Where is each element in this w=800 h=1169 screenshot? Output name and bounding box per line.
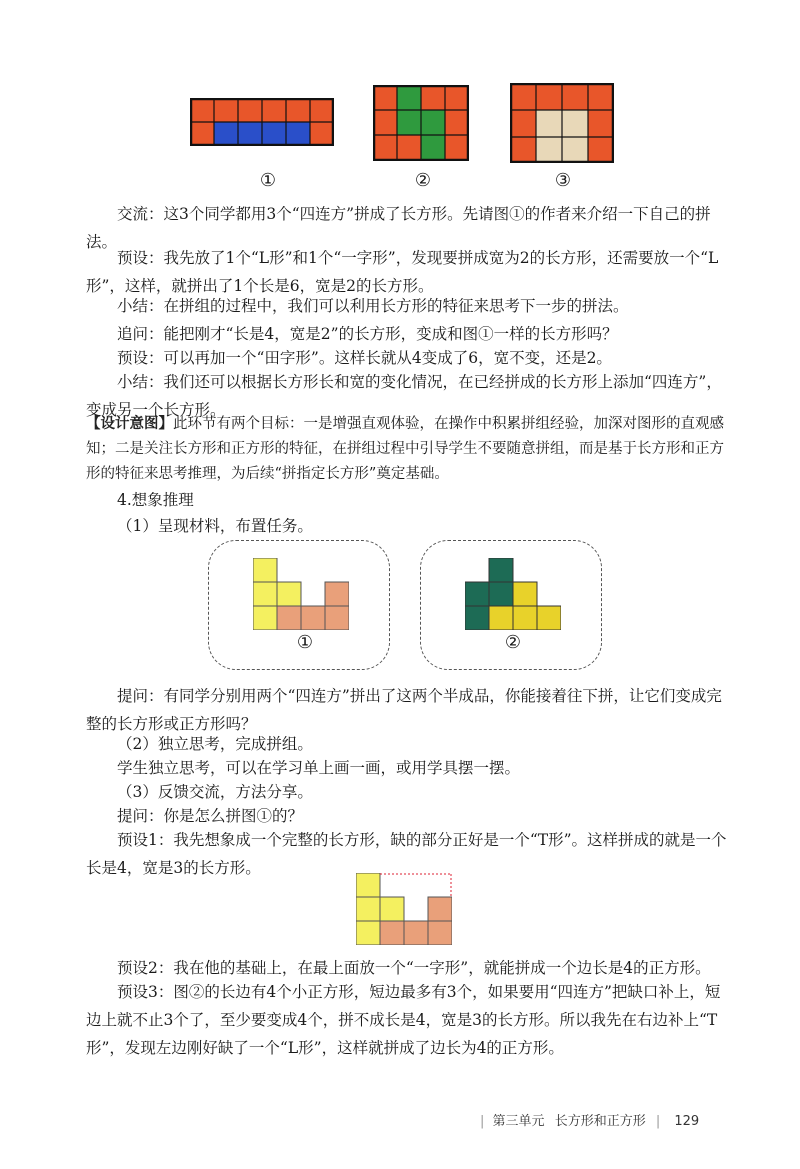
paragraph-preset-1: 预设：我先放了1个“L形”和1个“一字形”，发现要拼成宽为2的长方形，还需要放一个“L形”，这样，就拼出了1个长是6，宽是2的长方形。 — [86, 249, 719, 295]
paragraph-independent: 学生独立思考，可以在学习单上画一画，或用学具摆一摆。 — [117, 759, 521, 777]
figure-1-rectangle-6x2 — [190, 98, 334, 146]
half-shape-2-label: ② — [504, 632, 522, 653]
section-heading: 4.想象推理 — [117, 491, 194, 509]
figure-1-label: ① — [259, 170, 277, 191]
paragraph-preset-b: 预设2：我在他的基础上，在最上面放一个“一字形”，就能拼成一个边长是4的正方形。 — [117, 959, 711, 977]
footer-divider-left: | — [480, 1114, 485, 1129]
step-3: （3）反馈交流，方法分享。 — [117, 783, 313, 801]
paragraph-preset-c: 预设3：图②的长边有4个小正方形，短边最多有3个，如果要用“四连方”把缺口补上，短边上就不止3个了，至少要变成4个，拼不成长是4，宽是3的长方形。所以我先在右边补上“T形”，发现左边刚好缺了一个“L形”，这样就拼成了边长为4的正方形。 — [86, 983, 721, 1057]
design-intent-tag: 【设计意图】 — [86, 416, 173, 432]
paragraph-summary-2: 小结：我们还可以根据长方形长和宽的变化情况，在已经拼成的长方形上添加“四连方”，变成另一个长方形。 — [86, 373, 722, 419]
page-number: 129 — [674, 1114, 700, 1129]
solution-figure-t-shape — [356, 873, 452, 945]
half-shape-2 — [465, 558, 561, 630]
figure-2-label: ② — [414, 170, 432, 191]
figure-2-rectangle-4x3 — [373, 85, 469, 161]
paragraph-how-figure-1: 提问：你是怎么拼图①的？ — [117, 807, 304, 825]
paragraph-preset-2: 预设：可以再加一个“田字形”。这样长就从4变成了6，宽不变，还是2。 — [117, 349, 612, 367]
paragraph-exchange: 交流：这3个同学都用3个“四连方”拼成了长方形。先请图①的作者来介绍一下自己的拼法。 — [86, 205, 711, 251]
footer-unit: 第三单元 — [492, 1114, 545, 1129]
design-intent-note — [86, 412, 730, 487]
step-2: （2）独立思考，完成拼组。 — [117, 735, 313, 753]
half-shape-1-label: ① — [296, 632, 314, 653]
paragraph-follow-up: 追问：能把刚才“长是4，宽是2”的长方形，变成和图①一样的长方形吗？ — [117, 325, 618, 343]
footer-divider-right: | — [655, 1114, 661, 1129]
paragraph-question: 提问：有同学分别用两个“四连方”拼出了这两个半成品，你能接着往下拼，让它们变成完整的长方形或正方形吗？ — [86, 687, 722, 733]
page-footer — [480, 1110, 740, 1129]
half-shape-1 — [253, 558, 349, 630]
step-1: （1）呈现材料，布置任务。 — [117, 517, 313, 535]
design-intent-text: 此环节有两个目标：一是增强直观体验，在操作中积累拼组经验，加深对图形的直观感知；二是关注长方形和正方形的特征，在拼组过程中引导学生不要随意拼组，而是基于长方形和正方形的特征来思考推理，为后续“拼指定长方形”奠定基础。 — [86, 416, 724, 482]
paragraph-summary-1: 小结：在拼组的过程中，我们可以利用长方形的特征来思考下一步的拼法。 — [117, 297, 629, 315]
footer-title: 长方形和正方形 — [554, 1114, 646, 1129]
figure-3-square-4x4 — [510, 83, 614, 163]
paragraph-preset-a: 预设1：我先想象成一个完整的长方形，缺的部分正好是一个“T形”。这样拼成的就是一个长是4，宽是3的长方形。 — [86, 831, 727, 877]
figure-3-label: ③ — [554, 170, 572, 191]
